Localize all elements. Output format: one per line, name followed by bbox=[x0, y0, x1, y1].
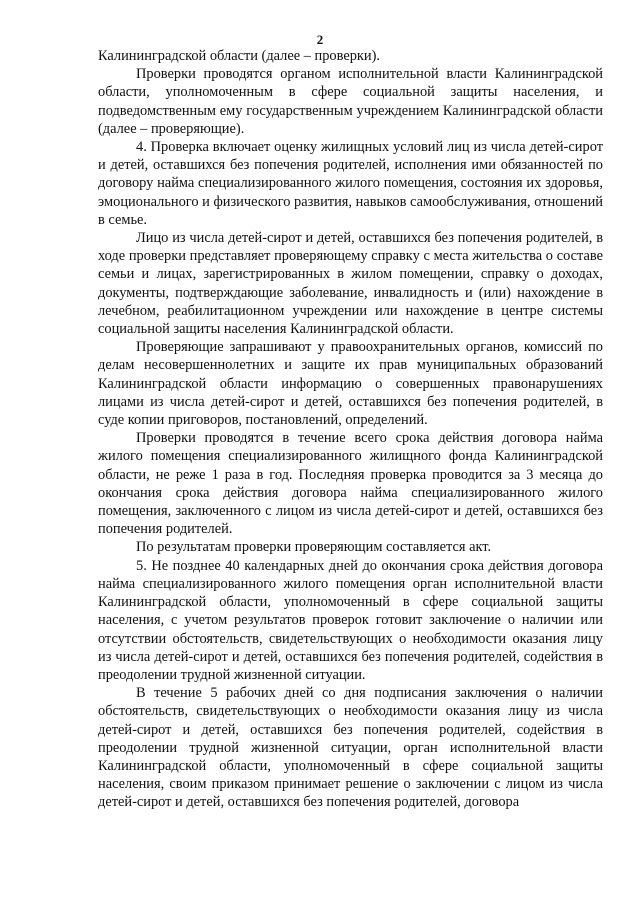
paragraph-item-5: 5. Не позднее 40 календарных дней до окончания срока действия договора найма специализированного жилого помещения орган исполнительной власти Калининградской области, уполномоченный в сфере социальной защиты населения, с учетом результатов проверок готовит заключение о наличии или отсутствии обстоятельств, свидетельствующих о необходимости оказания лицу из числа детей-сирот и детей, оставшихся без попечения родителей, содействия в преодолении трудной жизненной ситуации. bbox=[98, 557, 603, 683]
paragraph-inspectors: Проверки проводятся органом исполнительной власти Калининградской области, уполномоченным в сфере социальной защиты населения, и подведомственным ему государственным учреждением Калининградской области (далее – проверяющие). bbox=[98, 66, 603, 137]
paragraph-frequency: Проверки проводятся в течение всего срока действия договора найма жилого помещения специализированного жилищного фонда Калининградской области, не реже 1 раза в год. Последняя проверка проводится за 3 месяца до окончания срока действия договора найма специализированного жилого помещения, заключенного с лицом из числа детей-сирот и детей, оставшихся без попечения родителей. bbox=[98, 430, 603, 538]
page-number: 2 bbox=[316, 32, 324, 47]
paragraph-documents: Лицо из числа детей-сирот и детей, оставшихся без попечения родителей, в ходе проверки представляет проверяющему справку с места жительства о составе семьи и лицах, зарегистрированных в жилом помещении, справку о доходах, документы, подтверждающие заболевание, инвалидность и (или) нахождение в лечебном, реабилитационном учреждении или нахождение в центре системы социальной защиты населения Калининградской области. bbox=[98, 230, 603, 338]
paragraph-requests: Проверяющие запрашивают у правоохранительных органов, комиссий по делам несовершеннолетних и защите их прав муниципальных образований Калининградской области информацию о совершенных правонарушениях лицами из числа детей-сирот и детей, оставшихся без попечения родителей, в суде копии приговоров, постановлений, определений. bbox=[98, 339, 603, 429]
paragraph-decision: В течение 5 рабочих дней со дня подписания заключения о наличии обстоятельств, свидетельствующих о необходимости оказания лицу из числа детей-сирот и детей, оставшихся без попечения родителей, содействия в преодолении трудной жизненной ситуации, орган исполнительной власти Калининградской области, уполномоченный в сфере социальной защиты населения, своим приказом принимает решение о заключении с лицом из числа детей-сирот и детей, оставшихся без попечения родителей, договора bbox=[98, 685, 603, 811]
document-body bbox=[98, 47, 603, 812]
paragraph-item-4: 4. Проверка включает оценку жилищных условий лиц из числа детей-сирот и детей, оставшихся без попечения родителей, исполнения ими обязанностей по договору найма специализированного жилого помещения, состояния их здоровья, эмоционального и физического развития, навыков самообслуживания, отношений в семье. bbox=[98, 139, 603, 228]
paragraph-act: По результатам проверки проверяющим составляется акт. bbox=[136, 539, 492, 556]
paragraph-continuation: Калининградской области (далее – проверки). bbox=[98, 48, 381, 64]
